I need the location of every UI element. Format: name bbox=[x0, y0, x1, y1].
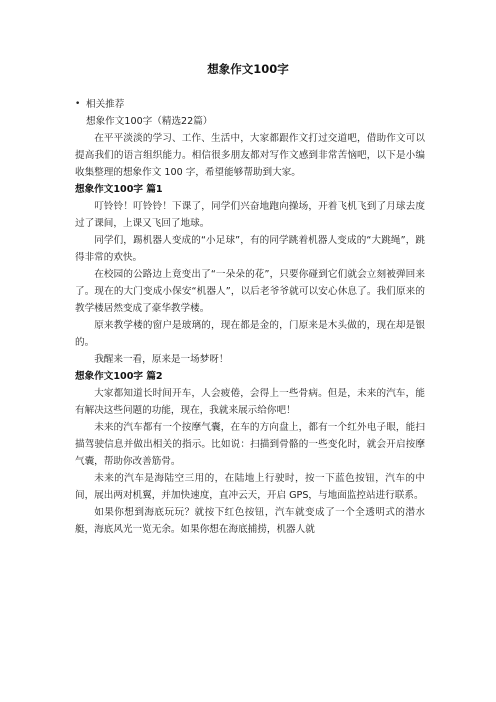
document-title: 想象作文100字 bbox=[207, 62, 289, 76]
document-body bbox=[75, 96, 425, 538]
paragraph: 在校园的公路边上竟变出了“一朵朵的花”，只要你碰到它们就会立刻被弹回来了。现在的大门变成小保安“机器人”，以后老爷爷就可以安心休息了。我们原来的教学楼居然变成了豪华教学楼。 bbox=[75, 269, 425, 314]
related-label: 相关推荐 bbox=[86, 99, 125, 110]
related-recommendations-link[interactable] bbox=[75, 96, 425, 113]
paragraph: 如果你想到海底玩玩？就按下红色按钮，汽车就变成了一个全透明式的潜水艇，海底风光一览无余。如果你想在海底捕捞，机器人就 bbox=[75, 507, 425, 535]
bullet-icon: • bbox=[75, 99, 81, 109]
paragraph: 同学们，踢机器人变成的“小足球”，有的同学跳着机器人变成的“大跳绳”，跳得非常的欢快。 bbox=[75, 235, 425, 263]
section-heading-2: 想象作文100字 篇2 bbox=[75, 371, 163, 382]
paragraph: 未来的汽车都有一个按摩气囊，在车的方向盘上，都有一个红外电子眼，能扫描驾驶信息并做出相关的指示。比如说：扫描到骨骼的一些变化时，就会开启按摩气囊，帮助你改善筋骨。 bbox=[75, 422, 425, 467]
paragraph: 我醒来一看，原来是一场梦呀！ bbox=[94, 354, 229, 365]
section-heading-1: 想象作文100字 篇1 bbox=[75, 184, 163, 195]
paragraph: 大家都知道长时间开车，人会疲倦，会得上一些骨病。但是，未来的汽车，能有解决这些问题的功能，现在，我就来展示给你吧！ bbox=[75, 388, 425, 416]
paragraph: 原来教学楼的窗户是玻璃的，现在都是金的，门原来是木头做的，现在却是银的。 bbox=[75, 320, 425, 348]
paragraph: 未来的汽车是海陆空三用的，在陆地上行驶时，按一下蓝色按钮，汽车的中间，展出两对机翼，并加快速度，直冲云天，开启 GPS，与地面监控站进行联系。 bbox=[75, 473, 425, 501]
paragraph: 叮铃铃！叮铃铃！下课了，同学们兴奋地跑向操场，开着飞机飞到了月球去度过了课间，上课又飞回了地球。 bbox=[75, 201, 425, 229]
intro-paragraph: 在平平淡淡的学习、工作、生活中，大家都跟作文打过交道吧，借助作文可以提高我们的语言组织能力。相信很多朋友都对写作文感到非常苦恼吧，以下是小编收集整理的想象作文 100 字，希望能够帮助到大家。 bbox=[75, 133, 425, 178]
intro-line: 想象作文100字（精选22篇） bbox=[86, 116, 213, 127]
